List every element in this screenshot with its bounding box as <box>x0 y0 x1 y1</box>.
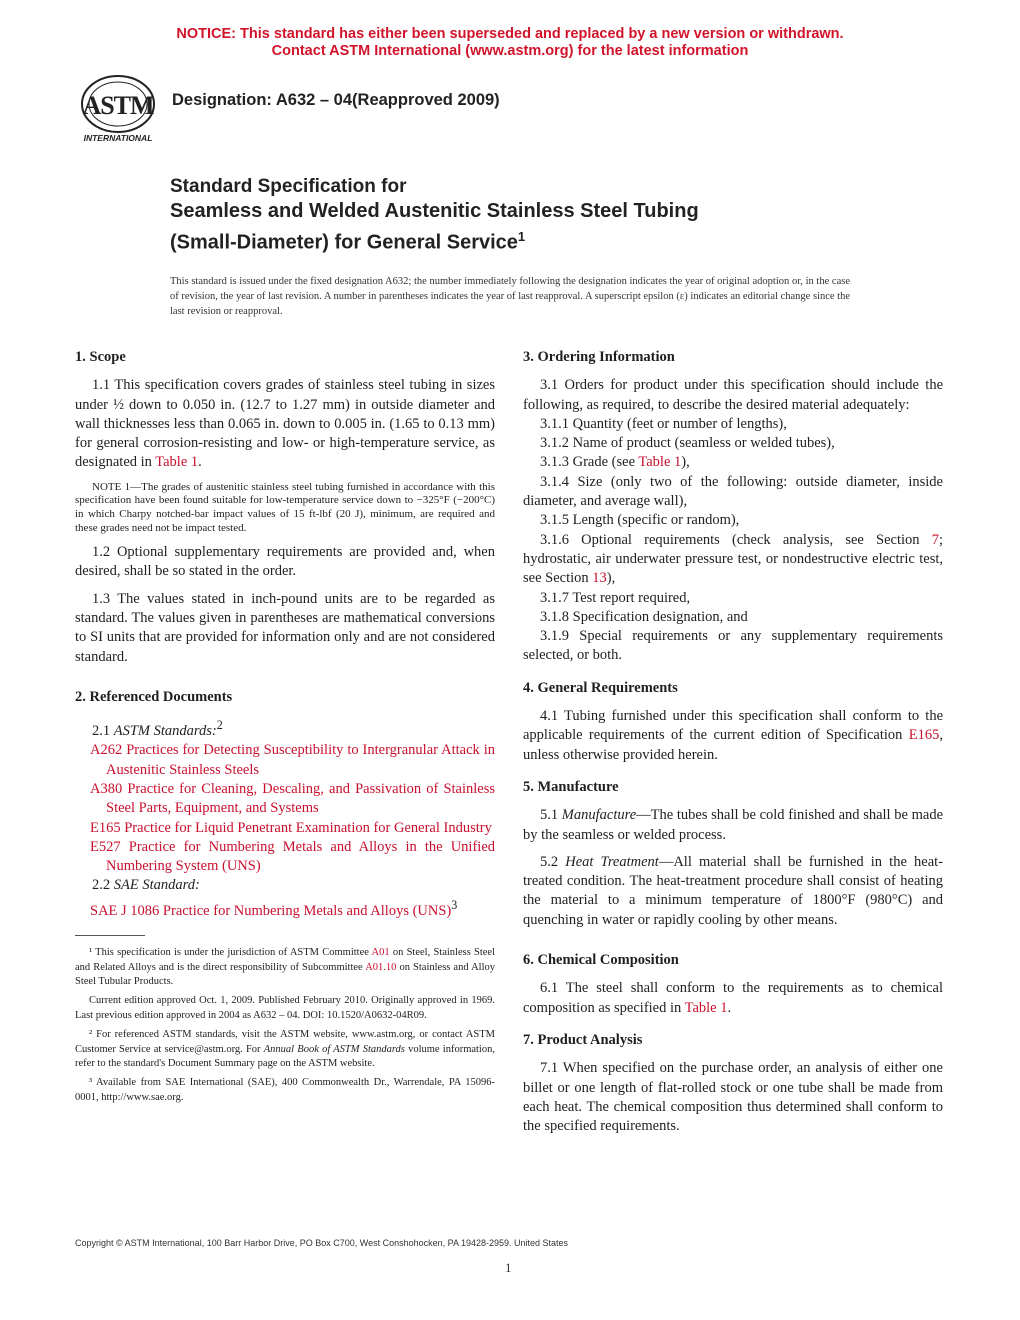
reference-a262[interactable] <box>75 741 495 780</box>
notice-line-2: Contact ASTM International (www.astm.org) for the latest information <box>271 43 749 59</box>
paragraph-2-2-number: 2.2 <box>92 877 114 894</box>
paragraph-1-1-text: 1.1 This specification covers grades of stainless steel tubing in sizes under ½ down to 0.050 in. (12.7 to 1.27 mm) in outside diameter and wall thicknesses less than 0.065 in. down to 0.005 in. (1.65 to 0.13 mm) for general corrosion-resisting and low- or high-temperature service, as designated in <box>75 377 495 471</box>
logo-wordmark: INTERNATIONAL <box>83 133 153 143</box>
footnote-2 <box>75 1028 495 1072</box>
superseded-notice <box>0 26 1020 60</box>
paragraph-2-1-number: 2.1 <box>92 723 114 740</box>
title-footnote-mark[interactable]: 1 <box>517 229 526 244</box>
reference-title[interactable]: Practice for Liquid Penetrant Examination for General Industry <box>124 819 492 836</box>
paragraph-3-1-3 <box>523 453 943 472</box>
section-heading-referenced-documents: 2. Referenced Documents <box>75 688 233 705</box>
paragraph-3-1-4: 3.1.4 Size (only two of the following: outside diameter, inside diameter, and average wall), <box>523 473 943 510</box>
e165-link[interactable]: E165 <box>908 727 940 744</box>
footnote-2-mark[interactable]: 2 <box>216 718 223 733</box>
paragraph-3-1-3-end: ), <box>681 454 690 471</box>
footnote-3: ³ Available from SAE International (SAE), 400 Commonwealth Dr., Warrendale, PA 15096-0001, http://www.sae.org. <box>75 1077 495 1104</box>
issuance-statement: This standard is issued under the fixed designation A632; the number immediately following the designation indicates the year of original adoption or, in the case of revision, the year of last revision. A number in parentheses indicates the year of last reapproval. A superscript epsilon (ε) indicates an editorial change since the last revision or reapproval. <box>170 276 850 317</box>
committee-a01-link[interactable]: A01 <box>371 946 390 958</box>
footnote-1-text-3: on Stainless and Alloy Steel Tubular Products. <box>75 961 495 988</box>
section-heading-manufacture: 5. Manufacture <box>523 778 619 795</box>
paragraph-6-1 <box>523 979 943 1018</box>
section-heading-scope: 1. Scope <box>75 349 126 365</box>
paragraph-6-1-text: 6.1 The steel shall conform to the requirements as to chemical composition as specified in <box>523 980 943 1016</box>
paragraph-2-1 <box>75 716 495 741</box>
reference-sae-j1086[interactable] <box>75 896 495 921</box>
subcommittee-a01-10-link[interactable]: A01.10 <box>365 961 397 973</box>
heat-treatment-label: Heat Treatment <box>565 853 659 870</box>
reference-title[interactable]: Practices for Detecting Susceptibility to Intergranular Attack in Austenitic Stainless Steels <box>106 742 496 778</box>
paragraph-4-1 <box>523 707 943 765</box>
paragraph-5-2 <box>523 853 943 930</box>
reference-e527[interactable] <box>75 838 495 877</box>
note-1: NOTE 1—The grades of austenitic stainless steel tubing furnished in accordance with this specification have been found suitable for low-temperature service down to −325°F (−200°C) in which Charpy notched-bar impact values of 15 ft-lbf (20 J), minimum, are required and these grades need not be impact tested. <box>75 480 495 534</box>
title-line-1: Standard Specification for <box>170 176 407 197</box>
sae-standard-label: SAE Standard: <box>113 877 200 894</box>
annual-book-title: Annual Book of ASTM Standards <box>263 1043 405 1055</box>
right-column <box>523 348 943 1136</box>
table-1-link[interactable]: Table 1 <box>638 454 682 471</box>
reference-title[interactable]: Practice for Numbering Metals and Alloys (UNS) <box>162 902 452 919</box>
reference-code[interactable]: SAE J 1086 <box>90 902 160 919</box>
astm-logo <box>74 74 162 144</box>
reference-title[interactable]: Practice for Cleaning, Descaling, and Passivation of Stainless Steel Parts, Equipment, and Systems <box>106 780 496 817</box>
section-heading-ordering-information: 3. Ordering Information <box>523 349 675 365</box>
table-1-link[interactable]: Table 1 <box>155 454 199 471</box>
footnote-1-text-2: on Steel, Stainless Steel and Related Alloys and is the direct responsibility of Subcommittee <box>75 946 496 973</box>
footnote-3-mark[interactable]: 3 <box>451 897 458 912</box>
paragraph-1-2: 1.2 Optional supplementary requirements are provided and, when desired, shall be so stated in the order. <box>75 544 495 580</box>
section-7-link[interactable]: 7 <box>931 531 939 548</box>
table-1-link[interactable]: Table 1 <box>684 999 728 1016</box>
section-heading-product-analysis: 7. Product Analysis <box>523 1031 643 1048</box>
paragraph-2-2 <box>75 876 495 895</box>
logo-letters: ASTM <box>82 91 154 120</box>
paragraph-3-1-6-text-2: ; hydrostatic, air underwater pressure test, or nondestructive electric test, see Section <box>523 531 943 587</box>
footnote-rule <box>75 935 145 936</box>
footnote-1-text: ¹ This specification is under the jurisdiction of ASTM Committee <box>89 946 372 958</box>
copyright-line: Copyright © ASTM International, 100 Barr Harbor Drive, PO Box C700, West Conshohocken, PA 19428-2959. United States <box>75 1238 569 1248</box>
paragraph-4-1-text: 4.1 Tubing furnished under this specification shall conform to the applicable requirements of the current edition of Specification <box>523 708 943 744</box>
paragraph-3-1-8: 3.1.8 Specification designation, and <box>540 608 748 625</box>
paragraph-1-1-end: . <box>198 454 202 471</box>
reference-title[interactable]: Practice for Numbering Metals and Alloys in the Unified Numbering System (UNS) <box>106 838 496 875</box>
reference-code[interactable]: E527 <box>90 838 121 855</box>
reference-code[interactable]: A262 <box>90 742 123 759</box>
paragraph-3-1-2: 3.1.2 Name of product (seamless or welded tubes), <box>540 435 835 452</box>
reference-a380[interactable] <box>75 780 495 819</box>
paragraph-3-1-6-text: 3.1.6 Optional requirements (check analysis, see Section <box>540 531 932 548</box>
paragraph-3-1-7: 3.1.7 Test report required, <box>540 589 691 606</box>
paragraph-5-2-number: 5.2 <box>540 853 566 870</box>
reference-code[interactable]: E165 <box>90 819 121 836</box>
reference-code[interactable]: A380 <box>90 780 123 797</box>
title-line-3-text: (Small-Diameter) for General Service <box>170 231 518 254</box>
paragraph-3-1-9: 3.1.9 Special requirements or any supplementary requirements selected, or both. <box>523 628 943 664</box>
footnote-2-text: ² For referenced ASTM standards, visit the ASTM website, www.astm.org, or contact ASTM Customer Service at service@astm.org. For <box>75 1028 495 1055</box>
left-column <box>75 348 495 1110</box>
paragraph-6-1-end: . <box>727 999 732 1016</box>
reference-e165[interactable] <box>75 819 495 838</box>
paragraph-3-1: 3.1 Orders for product under this specification should include the following, as required, to describe the desired material adequately: <box>523 377 943 413</box>
footnote-1-edition: Current edition approved Oct. 1, 2009. Published February 2010. Originally approved in 1969. Last previous edition approved in 2004 as A632 – 04. DOI: 10.1520/A0632-04R09. <box>75 995 495 1022</box>
paragraph-3-1-1: 3.1.1 Quantity (feet or number of lengths), <box>540 415 787 432</box>
paragraph-3-1-3-text: 3.1.3 Grade (see <box>540 454 639 471</box>
section-heading-chemical-composition: 6. Chemical Composition <box>523 952 679 969</box>
footnote-2-text-2: volume information, refer to the standard's Document Summary page on the ASTM website. <box>75 1043 495 1070</box>
section-13-link[interactable]: 13 <box>592 570 607 587</box>
paragraph-5-1-number: 5.1 <box>540 807 562 824</box>
paragraph-3-1-6 <box>523 531 943 589</box>
title-line-2: Seamless and Welded Austenitic Stainless Steel Tubing <box>170 200 699 222</box>
section-heading-general-requirements: 4. General Requirements <box>523 679 678 696</box>
paragraph-1-1 <box>75 376 495 472</box>
paragraph-5-1-text: —The tubes shall be cold finished and shall be made by the seamless or welded process. <box>523 807 943 843</box>
manufacture-label: Manufacture <box>561 807 637 824</box>
paragraph-3-1-6-end: ), <box>606 570 616 587</box>
astm-standards-label: ASTM Standards: <box>113 723 217 740</box>
paragraph-4-1-end: , unless otherwise provided herein. <box>523 727 943 763</box>
paragraph-5-2-text: —All material shall be furnished in the heat-treated condition. The heat-treatment procedure shall consist of heating the material to a minimum temperature of 1800°F (980°C) and quenching in water or rapidly cooling by other means. <box>523 853 943 928</box>
title-line-3 <box>170 224 930 256</box>
paragraph-5-1 <box>523 806 943 845</box>
page-number: 1 <box>505 1260 512 1275</box>
designation: Designation: A632 – 04(Reapproved 2009) <box>172 91 500 109</box>
astm-logo-graphic <box>74 74 162 144</box>
footnote-1 <box>75 946 495 990</box>
paragraph-3-1-5: 3.1.5 Length (specific or random), <box>540 512 740 529</box>
paragraph-7-1: 7.1 When specified on the purchase order, an analysis of either one billet or one length of flat-rolled stock or one tube shall be made from each heat. The chemical composition thus determined shall conform to the specified requirements. <box>523 1060 943 1135</box>
paragraph-1-3: 1.3 The values stated in inch-pound units are to be regarded as standard. The values given in parentheses are mathematical conversions to SI units that are provided for information only and are not considered standard. <box>75 590 495 665</box>
notice-line-1: NOTICE: This standard has either been superseded and replaced by a new version or withdrawn. <box>176 26 844 42</box>
standard-title <box>170 174 930 256</box>
